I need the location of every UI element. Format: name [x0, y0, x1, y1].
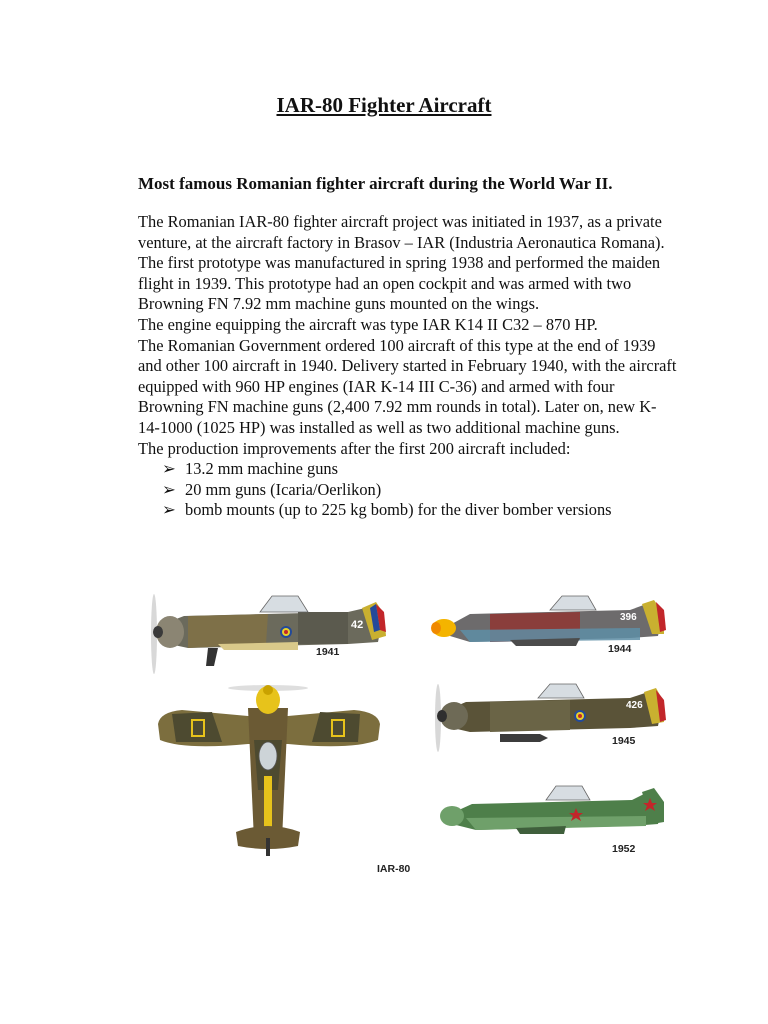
iar80-1945-side-view [430, 674, 670, 764]
tail-number: 42 [351, 619, 364, 631]
year-label-1945: 1945 [612, 735, 636, 747]
iar80-1944-side-view [430, 584, 670, 656]
aircraft-illustration [140, 576, 680, 896]
paragraph: The Romanian Government ordered 100 aircraft of this type at the end of 1939 and other 100 aircraft in 1940. Delivery started in February 1940, with the aircraft equipped with 960 HP engines (IAR K-14 III C-36) and armed with four Browning FN machine guns (2,400 7.92 mm rounds in total). Later on, new K-14-1000 (1025 HP) was installed as well as two additional machine guns. [138, 335, 677, 437]
paragraph: The production improvements after the first 200 aircraft included: [138, 438, 571, 458]
figure-caption: IAR-80 [377, 863, 411, 875]
year-label-1952: 1952 [612, 843, 636, 855]
improvements-list [138, 459, 678, 521]
tail-number: 396 [620, 612, 637, 623]
list-item: ➢ bomb mounts (up to 225 kg bomb) for the diver bomber versions [162, 500, 612, 520]
paragraph: The engine equipping the aircraft was type IAR K14 II C32 – 870 HP. [138, 314, 598, 334]
year-label-1941: 1941 [316, 646, 340, 658]
iar80-1941-side-view [148, 582, 388, 674]
paragraph: The Romanian IAR-80 fighter aircraft project was initiated in 1937, as a private venture, at the aircraft factory in Brasov – IAR (Industria Aeronautica Romana). [138, 212, 665, 252]
list-item: ➢ 20 mm guns (Icaria/Oerlikon) [162, 479, 382, 499]
iar80-1952-side-view [436, 778, 668, 850]
body-text [138, 212, 678, 521]
year-label-1944: 1944 [608, 643, 632, 655]
page-title: IAR-80 Fighter Aircraft [276, 93, 492, 117]
arrow-bullet-icon: ➢ [162, 459, 176, 479]
arrow-bullet-icon: ➢ [162, 500, 176, 520]
iar80-top-view [152, 680, 384, 870]
list-item: ➢ 13.2 mm machine guns [162, 459, 338, 479]
paragraph: The first prototype was manufactured in spring 1938 and performed the maiden flight in 1939. This prototype had an open cockpit and was armed with two Browning FN 7.92 mm machine guns mounted on the wings. [138, 253, 661, 314]
page-subtitle: Most famous Romanian fighter aircraft during the World War II. [138, 174, 613, 193]
arrow-bullet-icon: ➢ [162, 479, 176, 499]
tail-number: 426 [626, 700, 643, 711]
